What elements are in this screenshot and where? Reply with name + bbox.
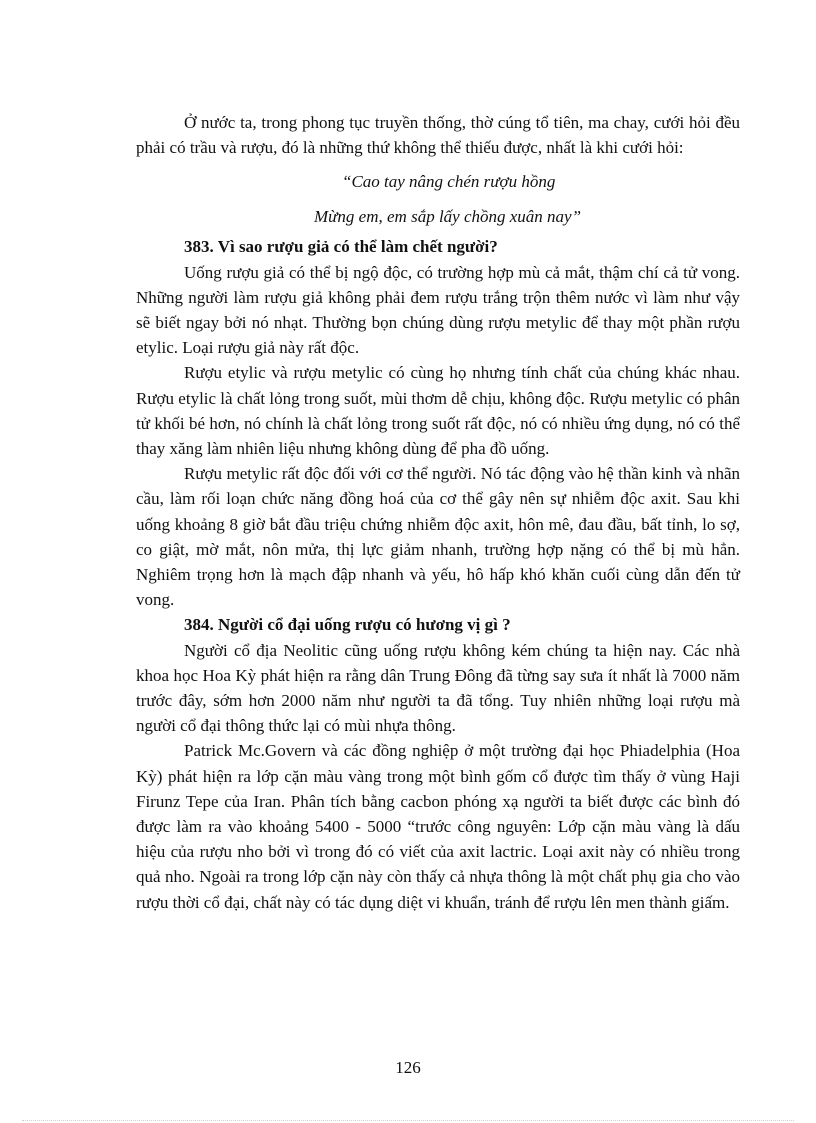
poem-line-2: Mừng em, em sắp lấy chồng xuân nay” [314, 207, 582, 227]
intro-paragraph: Ở nước ta, trong phong tục truyền thống, thờ cúng tổ tiên, ma chay, cưới hỏi đều phải có trầu và rượu, đó là những thứ không thể thiếu được, nhất là khi cưới hỏi: [136, 113, 740, 158]
section-384-paragraph-1: Người cổ địa Neolitic cũng uống rượu không kém chúng ta hiện nay. Các nhà khoa học Hoa Kỳ phát hiện ra rằng dân Trung Đông đã từng say sưa ít nhất là 7000 năm trước đây, sớm hơn 2000 năm như người ta đã tổng. Tuy nhiên những loại rượu mà người cổ đại thông thức lại có mùi nhựa thông. [136, 640, 740, 736]
section-383-paragraph-2: Rượu etylic và rượu metylic có cùng họ nhưng tính chất của chúng khác nhau. Rượu etylic là chất lỏng trong suốt, mùi thơm dễ chịu, không độc. Rượu metylic có phân tử khối bé hơn, nó chính là chất lỏng trong suốt rất độc, nó có nhiều ứng dụng, nó có thể thay xăng làm nhiên liệu nhưng không dùng để pha đồ uống. [136, 363, 740, 459]
page-body [136, 110, 740, 915]
section-383-paragraph-3: Rượu metylic rất độc đối với cơ thể người. Nó tác động vào hệ thần kinh và nhãn cầu, làm rối loạn chức năng đồng hoá của cơ thể gây nên sự nhiễm độc axit. Sau khi uống khoảng 8 giờ bắt đầu triệu chứng nhiễm độc axit, hôn mê, đau đầu, bất tỉnh, lo sợ, co giật, mờ mắt, nôn mửa, thị lực giảm nhanh, trường hợp nặng có thể bị mù hẳn. Nghiêm trọng hơn là mạch đập nhanh và yếu, hô hấp khó khăn cuối cùng dẫn đến tử vong. [136, 464, 740, 610]
section-383-heading: 383. Vì sao rượu giả có thể làm chết người? [184, 237, 498, 257]
section-383-paragraph-1: Uống rượu giả có thể bị ngộ độc, có trường hợp mù cả mắt, thậm chí cả tử vong. Những người làm rượu giả không phải đem rượu trắng trộn thêm nước vì làm như vậy sẽ biết ngay bởi nó nhạt. Thường bọn chúng dùng rượu metylic để thay một phần rượu etylic. Loại rượu giả này rất độc. [136, 262, 740, 358]
page-number: 126 [395, 1058, 421, 1077]
poem-line-1: “Cao tay nâng chén rượu hồng [342, 172, 556, 192]
section-384-paragraph-2: Patrick Mc.Govern và các đồng nghiệp ở một trường đại học Phiadelphia (Hoa Kỳ) phát hiện ra lớp cặn màu vàng trong một bình gốm cổ được tìm thấy ở vùng Haji Firunz Tepe của Iran. Phân tích bằng cacbon phóng xạ người ta biết được các bình đó được làm ra vào khoảng 5400 - 5000 “trước công nguyên: Lớp cặn màu vàng là dấu hiệu của rượu nho bởi vì trong đó có viết của axit lactric. Loại axit này có nhiều trong quả nho. Ngoài ra trong lớp cặn này còn thấy cả nhựa thông là một chất phụ gia cho vào rượu thời cổ đại, chất này có tác dụng diệt vi khuẩn, tránh để rượu lên men thành giấm. [136, 741, 740, 912]
section-384-heading: 384. Người cổ đại uống rượu có hương vị gì ? [184, 615, 511, 635]
bottom-divider [22, 1120, 794, 1121]
